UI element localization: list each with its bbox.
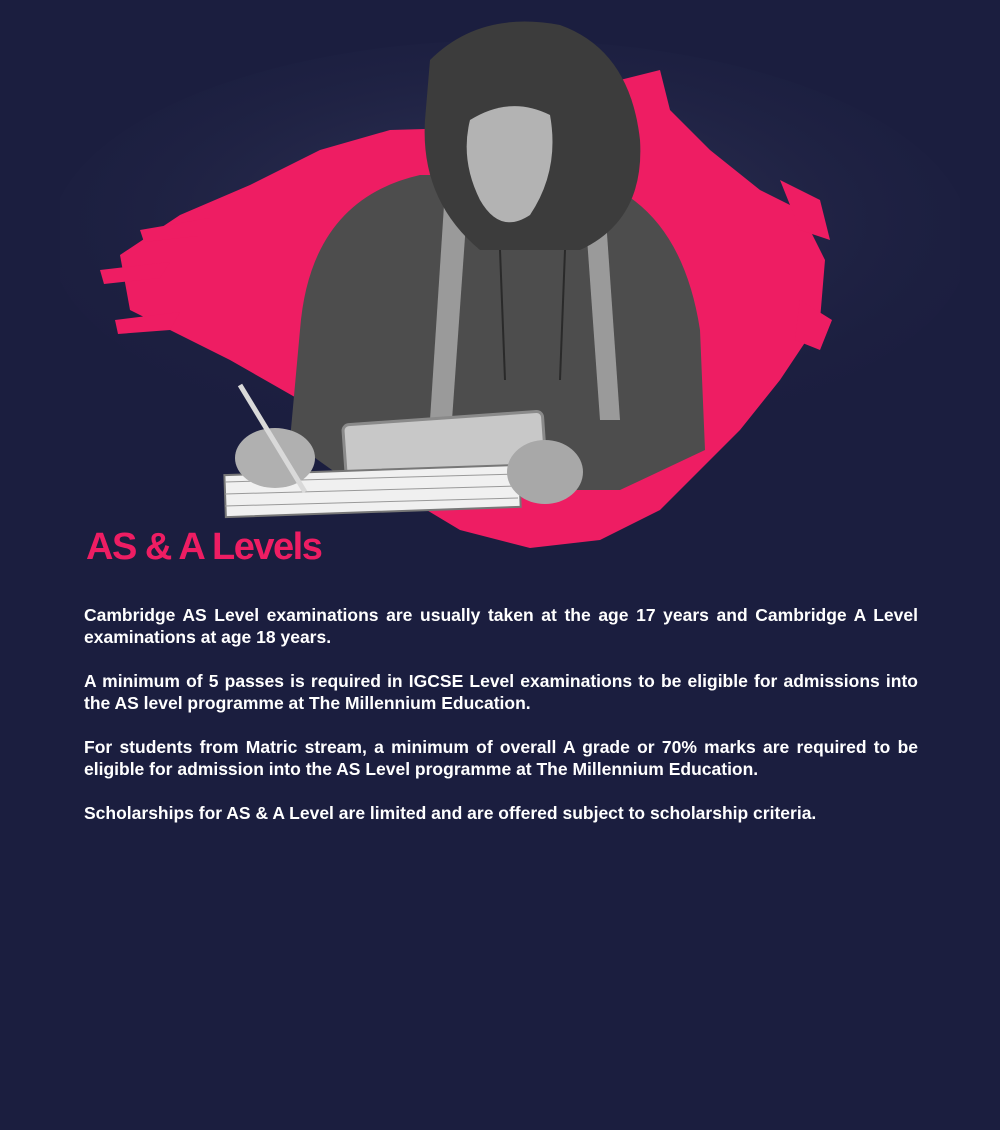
hero-illustration xyxy=(60,0,960,560)
student-illustration xyxy=(60,0,960,560)
paragraph-matric-requirement: For students from Matric stream, a minimum of overall A grade or 70% marks are required to be eligible for admission into the AS Level programme at The Millennium Education. xyxy=(84,737,918,779)
paragraph-igcse-requirement: A minimum of 5 passes is required in IGCSE Level examinations to be eligible for admissions into the AS level programme at The Millennium Education. xyxy=(84,671,918,713)
section-title: AS & A Levels xyxy=(86,526,322,568)
paragraph-age-info: Cambridge AS Level examinations are usually taken at the age 17 years and Cambridge A Level examinations at age 18 years. xyxy=(84,605,918,647)
section-body xyxy=(84,604,918,846)
paragraph-scholarships: Scholarships for AS & A Level are limited and are offered subject to scholarship criteria. xyxy=(84,803,817,823)
